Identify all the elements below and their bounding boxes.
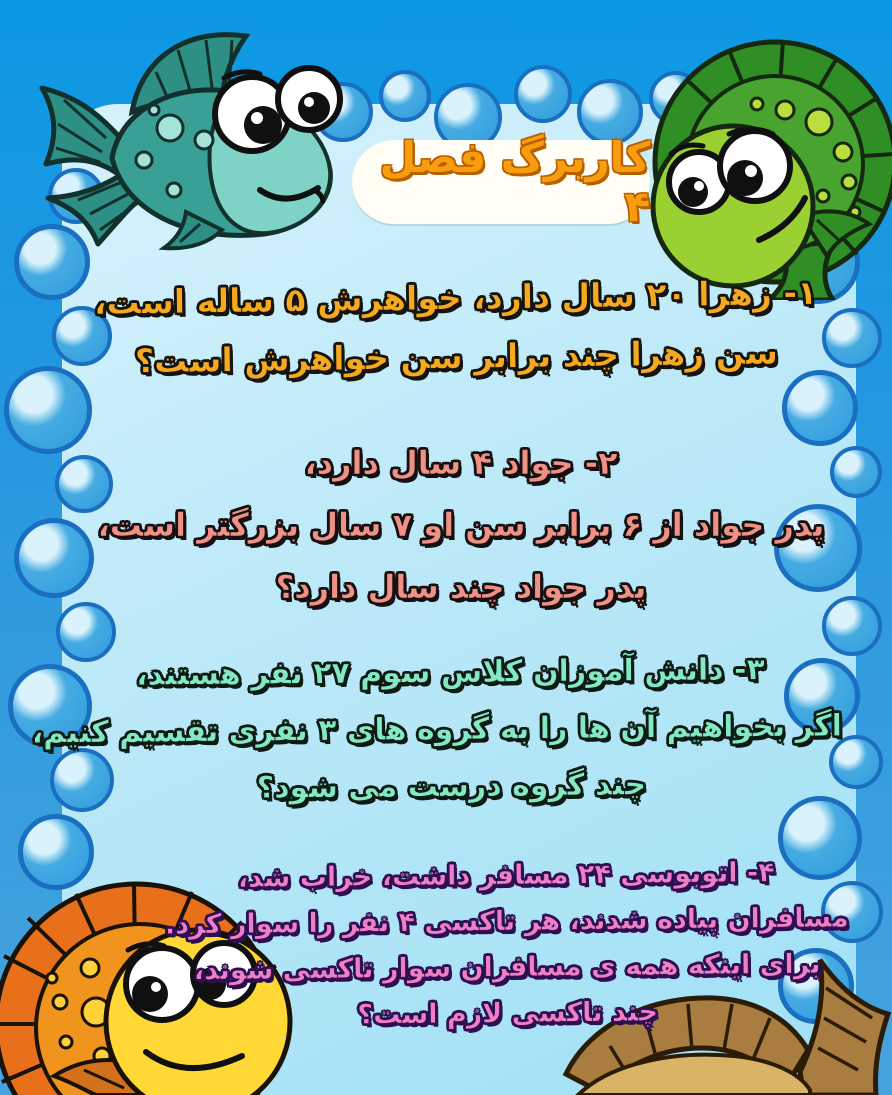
chapter-badge-label: کاربرگ فصل ۴ bbox=[379, 133, 650, 231]
bubble bbox=[514, 65, 572, 123]
problem-1 bbox=[79, 263, 833, 391]
problem-2-line-1: ۲- جواد ۴ سال دارد، bbox=[304, 444, 618, 482]
problem-4 bbox=[139, 849, 875, 1041]
problem-4-line-1: ۴- اتوبوسی ۲۴ مسافر داشت، خراب شد، bbox=[237, 857, 775, 894]
problem-1-line-1: ۱- زهرا ۲۰ سال دارد، خواهرش ۵ ساله است، bbox=[93, 272, 818, 323]
green-fish-icon bbox=[633, 14, 892, 300]
eyes bbox=[215, 68, 340, 151]
problem-4-line-4: چند تاکسی لازم است؟ bbox=[357, 996, 659, 1031]
green-fish-illustration bbox=[633, 14, 892, 300]
bubble bbox=[379, 70, 431, 122]
problem-3 bbox=[31, 641, 843, 819]
problem-3-line-2: اگر بخواهیم آن ها را به گروه های ۳ نفری تقسیم کنیم، bbox=[31, 708, 843, 751]
problem-2-line-3: پدر جواد چند سال دارد؟ bbox=[275, 568, 647, 606]
problem-4-line-3: برای اینکه همه ی مسافران سوار تاکسی شوند، bbox=[193, 948, 821, 987]
chapter-badge bbox=[352, 133, 650, 231]
problem-1-line-2: سن زهرا چند برابر سن خواهرش است؟ bbox=[134, 332, 779, 381]
problem-2 bbox=[70, 432, 852, 618]
problem-4-line-2: مسافران پیاده شدند، هر تاکسی ۴ نفر را سوار کرد. bbox=[164, 902, 849, 941]
teal-fish-illustration bbox=[20, 2, 365, 252]
problem-3-line-1: ۳- دانش آموزان کلاس سوم ۲۷ نفر هستند، bbox=[136, 652, 765, 693]
teal-fish-icon bbox=[20, 2, 365, 252]
problem-2-line-2: پدر جواد از ۶ برابر سن او ۷ سال بزرگتر است، bbox=[97, 506, 825, 544]
problem-3-line-3: چند گروه درست می شود؟ bbox=[256, 767, 647, 806]
